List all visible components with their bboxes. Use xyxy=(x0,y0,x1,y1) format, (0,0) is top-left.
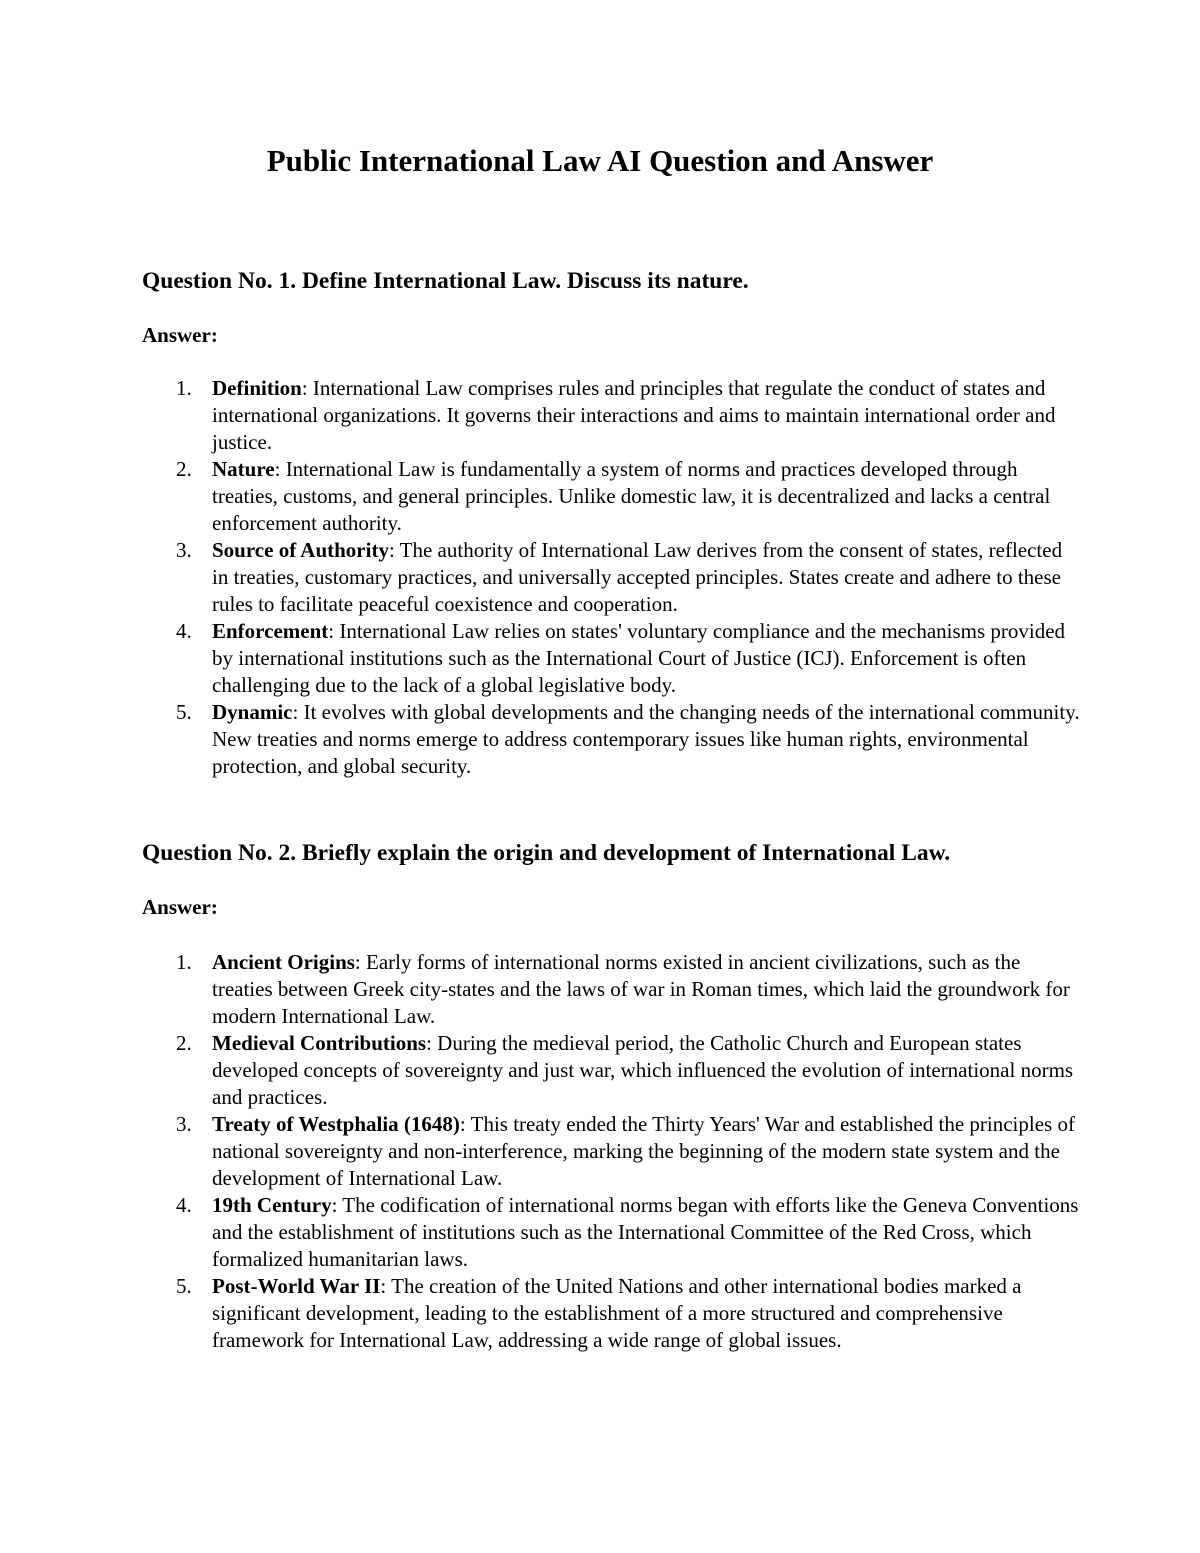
answer-2-label: Answer: xyxy=(142,895,218,919)
list-item xyxy=(0,1273,1080,1354)
list-item-number: 3. xyxy=(176,538,192,562)
list-item-number: 1. xyxy=(176,376,192,400)
list-item-number: 4. xyxy=(176,1193,192,1217)
list-item-number: 2. xyxy=(176,457,192,481)
list-item-term: Source of Authority xyxy=(212,538,389,562)
list-item-number: 3. xyxy=(176,1112,192,1136)
list-item-number: 1. xyxy=(176,950,192,974)
list-item-term: Post-World War II xyxy=(212,1274,381,1298)
question-2-heading: Question No. 2. Briefly explain the origin and development of International Law. xyxy=(142,840,951,866)
list-item-number: 5. xyxy=(176,700,192,724)
list-item xyxy=(0,699,1080,780)
list-item-text: : During the medieval period, the Catholic Church and European states developed concepts of sovereignty and just war, which influenced the evolution of international norms and practices. xyxy=(212,1031,1074,1109)
list-item-term: Ancient Origins xyxy=(212,950,355,974)
list-item xyxy=(0,456,1080,537)
list-item-term: Enforcement xyxy=(212,619,329,643)
list-item-text: : It evolves with global developments and the changing needs of the international community. New treaties and norms emerge to address contemporary issues like human rights, environmental protection, and global security. xyxy=(212,700,1080,778)
list-item-text: : The authority of International Law derives from the consent of states, reflected in treaties, customary practices, and universally accepted principles. States create and adhere to these rules to facilitate peaceful coexistence and cooperation. xyxy=(212,538,1063,616)
list-item-term: Treaty of Westphalia (1648) xyxy=(212,1112,460,1136)
list-item-number: 2. xyxy=(176,1031,192,1055)
list-item xyxy=(0,1030,1080,1111)
list-item-text: : International Law relies on states' voluntary compliance and the mechanisms provided by international institutions such as the International Court of Justice (ICJ). Enforcement is often challenging due to the lack of a global legislative body. xyxy=(212,619,1066,697)
list-item xyxy=(0,1111,1080,1192)
list-item-text: : This treaty ended the Thirty Years' War and established the principles of national sovereignty and non-interference, marking the beginning of the modern state system and the development of International Law. xyxy=(212,1112,1075,1190)
list-item-term: Definition xyxy=(212,376,302,400)
list-item-term: 19th Century xyxy=(212,1193,332,1217)
list-item xyxy=(0,1192,1080,1273)
list-item-term: Medieval Contributions xyxy=(212,1031,427,1055)
list-item-number: 4. xyxy=(176,619,192,643)
list-item xyxy=(0,949,1080,1030)
answer-2-list xyxy=(0,949,1080,1354)
list-item-text: : The codification of international norms began with efforts like the Geneva Conventions and the establishment of institutions such as the International Committee of the Red Cross, which formalized humanitarian laws. xyxy=(212,1193,1079,1271)
list-item xyxy=(0,618,1080,699)
list-item-term: Dynamic xyxy=(212,700,293,724)
list-item xyxy=(0,375,1080,456)
list-item-text: : The creation of the United Nations and other international bodies marked a significant development, leading to the establishment of a more structured and comprehensive framework for International Law, addressing a wide range of global issues. xyxy=(212,1274,1022,1352)
list-item-number: 5. xyxy=(176,1274,192,1298)
list-item xyxy=(0,537,1080,618)
document-title: Public International Law AI Question and Answer xyxy=(266,143,934,178)
question-1-heading: Question No. 1. Define International Law. Discuss its nature. xyxy=(142,268,749,294)
answer-1-list xyxy=(0,375,1080,780)
list-item-text: : International Law is fundamentally a system of norms and practices developed through treaties, customs, and general principles. Unlike domestic law, it is decentralized and lacks a central enforcement authority. xyxy=(212,457,1051,535)
answer-1-label: Answer: xyxy=(142,323,218,347)
list-item-term: Nature xyxy=(212,457,275,481)
list-item-text: : International Law comprises rules and principles that regulate the conduct of states and international organizations. It governs their interactions and aims to maintain international order and justice. xyxy=(212,376,1056,454)
list-item-text: : Early forms of international norms existed in ancient civilizations, such as the treaties between Greek city-states and the laws of war in Roman times, which laid the groundwork for modern International Law. xyxy=(212,950,1070,1028)
